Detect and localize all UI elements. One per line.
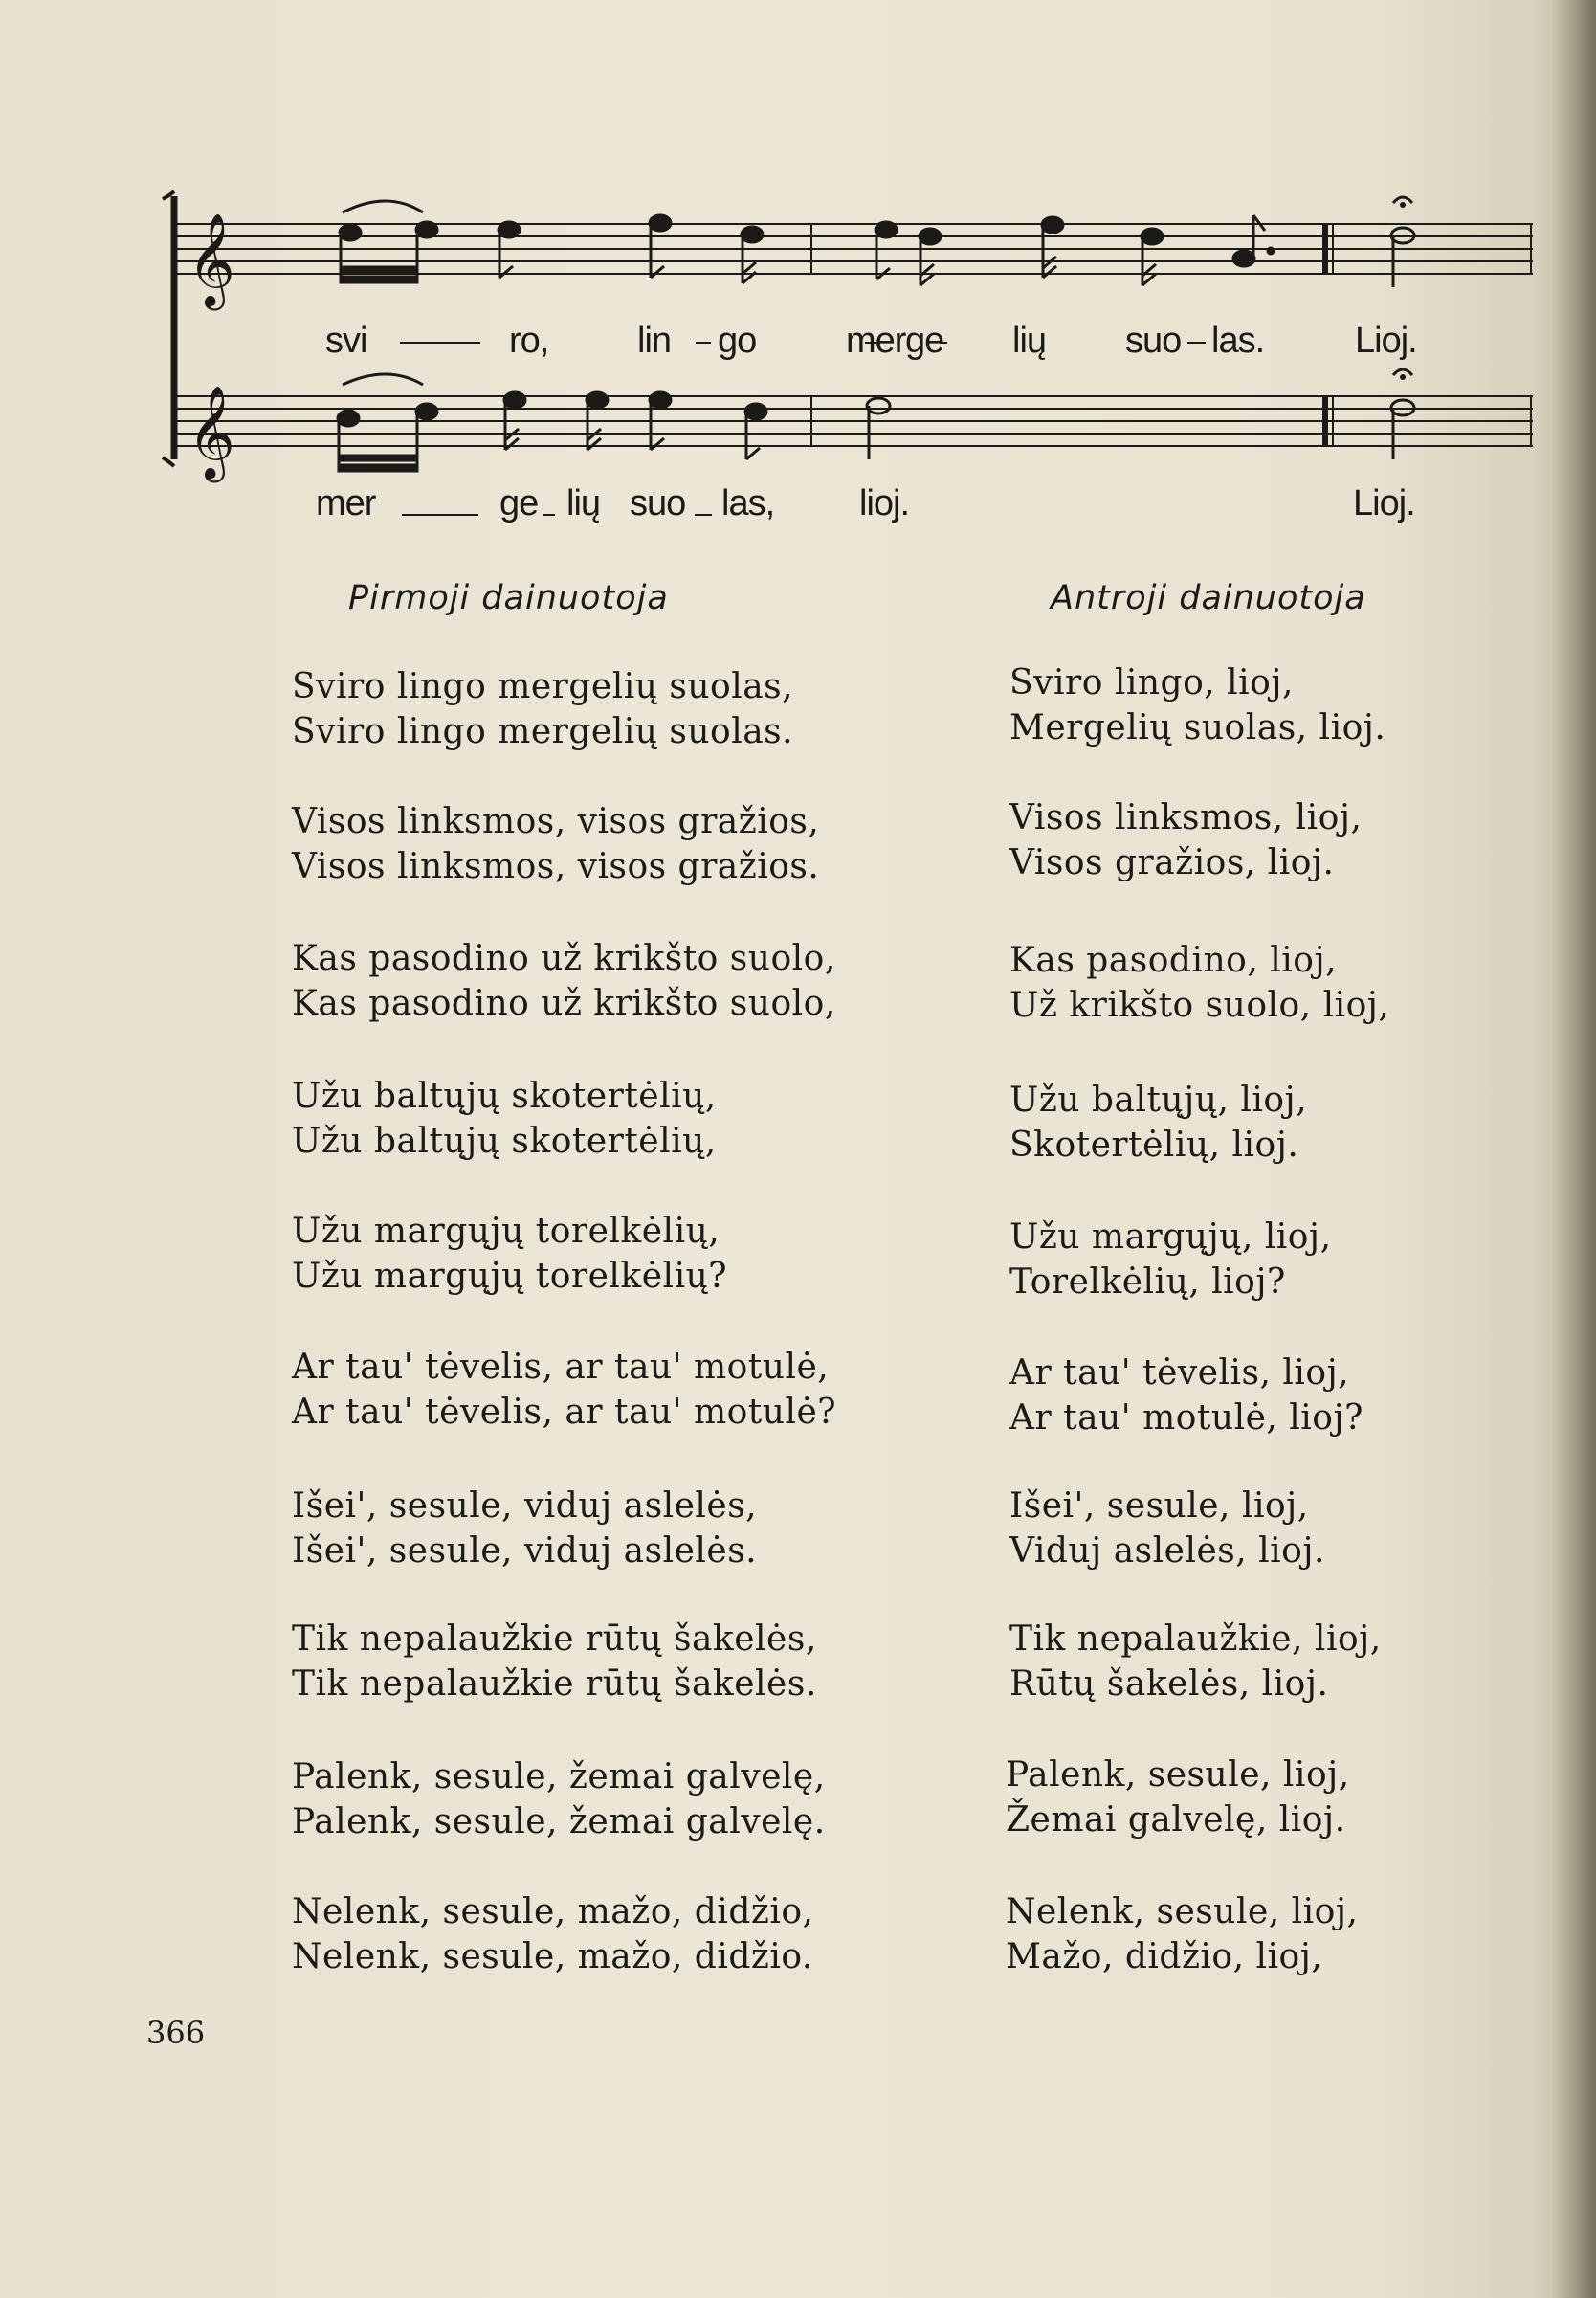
left-verse-line: Sviro lingo mergelių suolas. [292, 712, 794, 751]
lyric-syllable: Lioj. [1355, 321, 1417, 361]
left-verse-line: Ar tau' tėvelis, ar tau' motulė? [292, 1393, 837, 1432]
left-verse-line: Užu margųjų torelkėlių, [292, 1212, 720, 1251]
right-verse-line: Užu margųjų, lioj, [1009, 1217, 1332, 1257]
lyric-syllable: ge [905, 321, 944, 361]
lyric-syllable: mer [316, 483, 376, 524]
left-verse-line: Išei', sesule, viduj aslelės, [292, 1486, 758, 1526]
lyric-syllable: suo [630, 483, 686, 524]
lyric-syllable: las, [721, 483, 775, 524]
page-number: 366 [146, 2015, 206, 2051]
left-verse-line: Ar tau' tėvelis, ar tau' motulė, [292, 1348, 830, 1387]
left-column-header: Pirmoji dainuotoja [348, 579, 669, 617]
right-verse-line: Nelenk, sesule, lioj, [1006, 1892, 1359, 1931]
lyric-syllable: Lioj. [1353, 483, 1415, 524]
left-verse-line: Nelenk, sesule, mažo, didžio, [292, 1892, 814, 1931]
right-verse-line: Viduj aslelės, lioj. [1009, 1531, 1325, 1571]
left-verse-line: Tik nepalaužkie rūtų šakelės, [292, 1619, 817, 1659]
left-verse-line: Visos linksmos, visos gražios. [292, 847, 820, 886]
left-verse-line: Visos linksmos, visos gražios, [292, 802, 820, 841]
right-verse-line: Torelkėlių, lioj? [1009, 1262, 1286, 1302]
right-verse-line: Žemai galvelę, lioj. [1006, 1800, 1346, 1840]
lyric-syllable: svi [325, 321, 367, 361]
left-verse-line: Išei', sesule, viduj aslelės. [292, 1531, 758, 1571]
left-verse-line: Palenk, sesule, žemai galvelę. [292, 1802, 826, 1841]
lyric-syllable: las. [1211, 321, 1265, 361]
right-verse-line: Mažo, didžio, lioj, [1006, 1937, 1323, 1976]
right-verse-line: Ar tau' tėvelis, lioj, [1009, 1353, 1350, 1393]
right-verse-line: Išei', sesule, lioj, [1009, 1486, 1309, 1526]
right-verse-line: Kas pasodino, lioj, [1009, 941, 1338, 980]
right-verse-line: Sviro lingo, lioj, [1009, 663, 1294, 703]
right-verse-line: Skotertėlių, lioj. [1009, 1126, 1299, 1165]
right-verse-line: Rūtų šakelės, lioj. [1009, 1664, 1329, 1704]
left-verse-line: Užu baltųjų skotertėlių, [292, 1077, 717, 1116]
left-verse-line: Nelenk, sesule, mažo, didžio. [292, 1937, 813, 1976]
lyric-syllable: lių [566, 483, 601, 524]
treble-clef-icon: 𝄞 [188, 212, 235, 306]
lyric-syllable: lin [637, 321, 672, 361]
upper-notes [340, 215, 1414, 287]
music-score [0, 0, 1596, 536]
left-verse-line: Kas pasodino už krikšto suolo, [292, 984, 836, 1023]
lyric-syllable: ro, [509, 321, 549, 361]
right-verse-line: Palenk, sesule, lioj, [1006, 1755, 1350, 1795]
lyric-syllable: go [718, 321, 757, 361]
right-verse-line: Visos linksmos, lioj, [1009, 798, 1363, 837]
left-verse-line: Sviro lingo mergelių suolas, [292, 667, 794, 706]
left-verse-line: Užu baltųjų skotertėlių, [292, 1122, 717, 1161]
left-verse-line: Kas pasodino už krikšto suolo, [292, 939, 836, 978]
right-verse-line: Visos gražios, lioj. [1009, 843, 1335, 882]
treble-clef-icon: 𝄞 [188, 385, 235, 479]
lyric-syllable: mer [846, 321, 906, 361]
right-verse-line: Mergelių suolas, lioj. [1009, 708, 1386, 747]
lyric-syllable: lioj. [859, 483, 910, 524]
lyric-syllable: ge [499, 483, 539, 524]
lyric-syllable: lių [1012, 321, 1047, 361]
right-column-header: Antroji dainuotoja [1051, 579, 1366, 617]
lyric-syllable: suo [1125, 321, 1182, 361]
right-verse-line: Užu baltųjų, lioj, [1009, 1081, 1308, 1120]
right-verse-line: Tik nepalaužkie, lioj, [1009, 1619, 1382, 1659]
left-verse-line: Užu margųjų torelkėlių? [292, 1257, 728, 1296]
lower-staff [174, 396, 1533, 446]
right-verse-line: Ar tau' motulė, lioj? [1009, 1398, 1363, 1438]
left-verse-line: Tik nepalaužkie rūtų šakelės. [292, 1664, 817, 1704]
right-verse-line: Už krikšto suolo, lioj, [1009, 986, 1390, 1025]
lower-notes [338, 392, 1414, 471]
left-verse-line: Palenk, sesule, žemai galvelę, [292, 1757, 826, 1796]
